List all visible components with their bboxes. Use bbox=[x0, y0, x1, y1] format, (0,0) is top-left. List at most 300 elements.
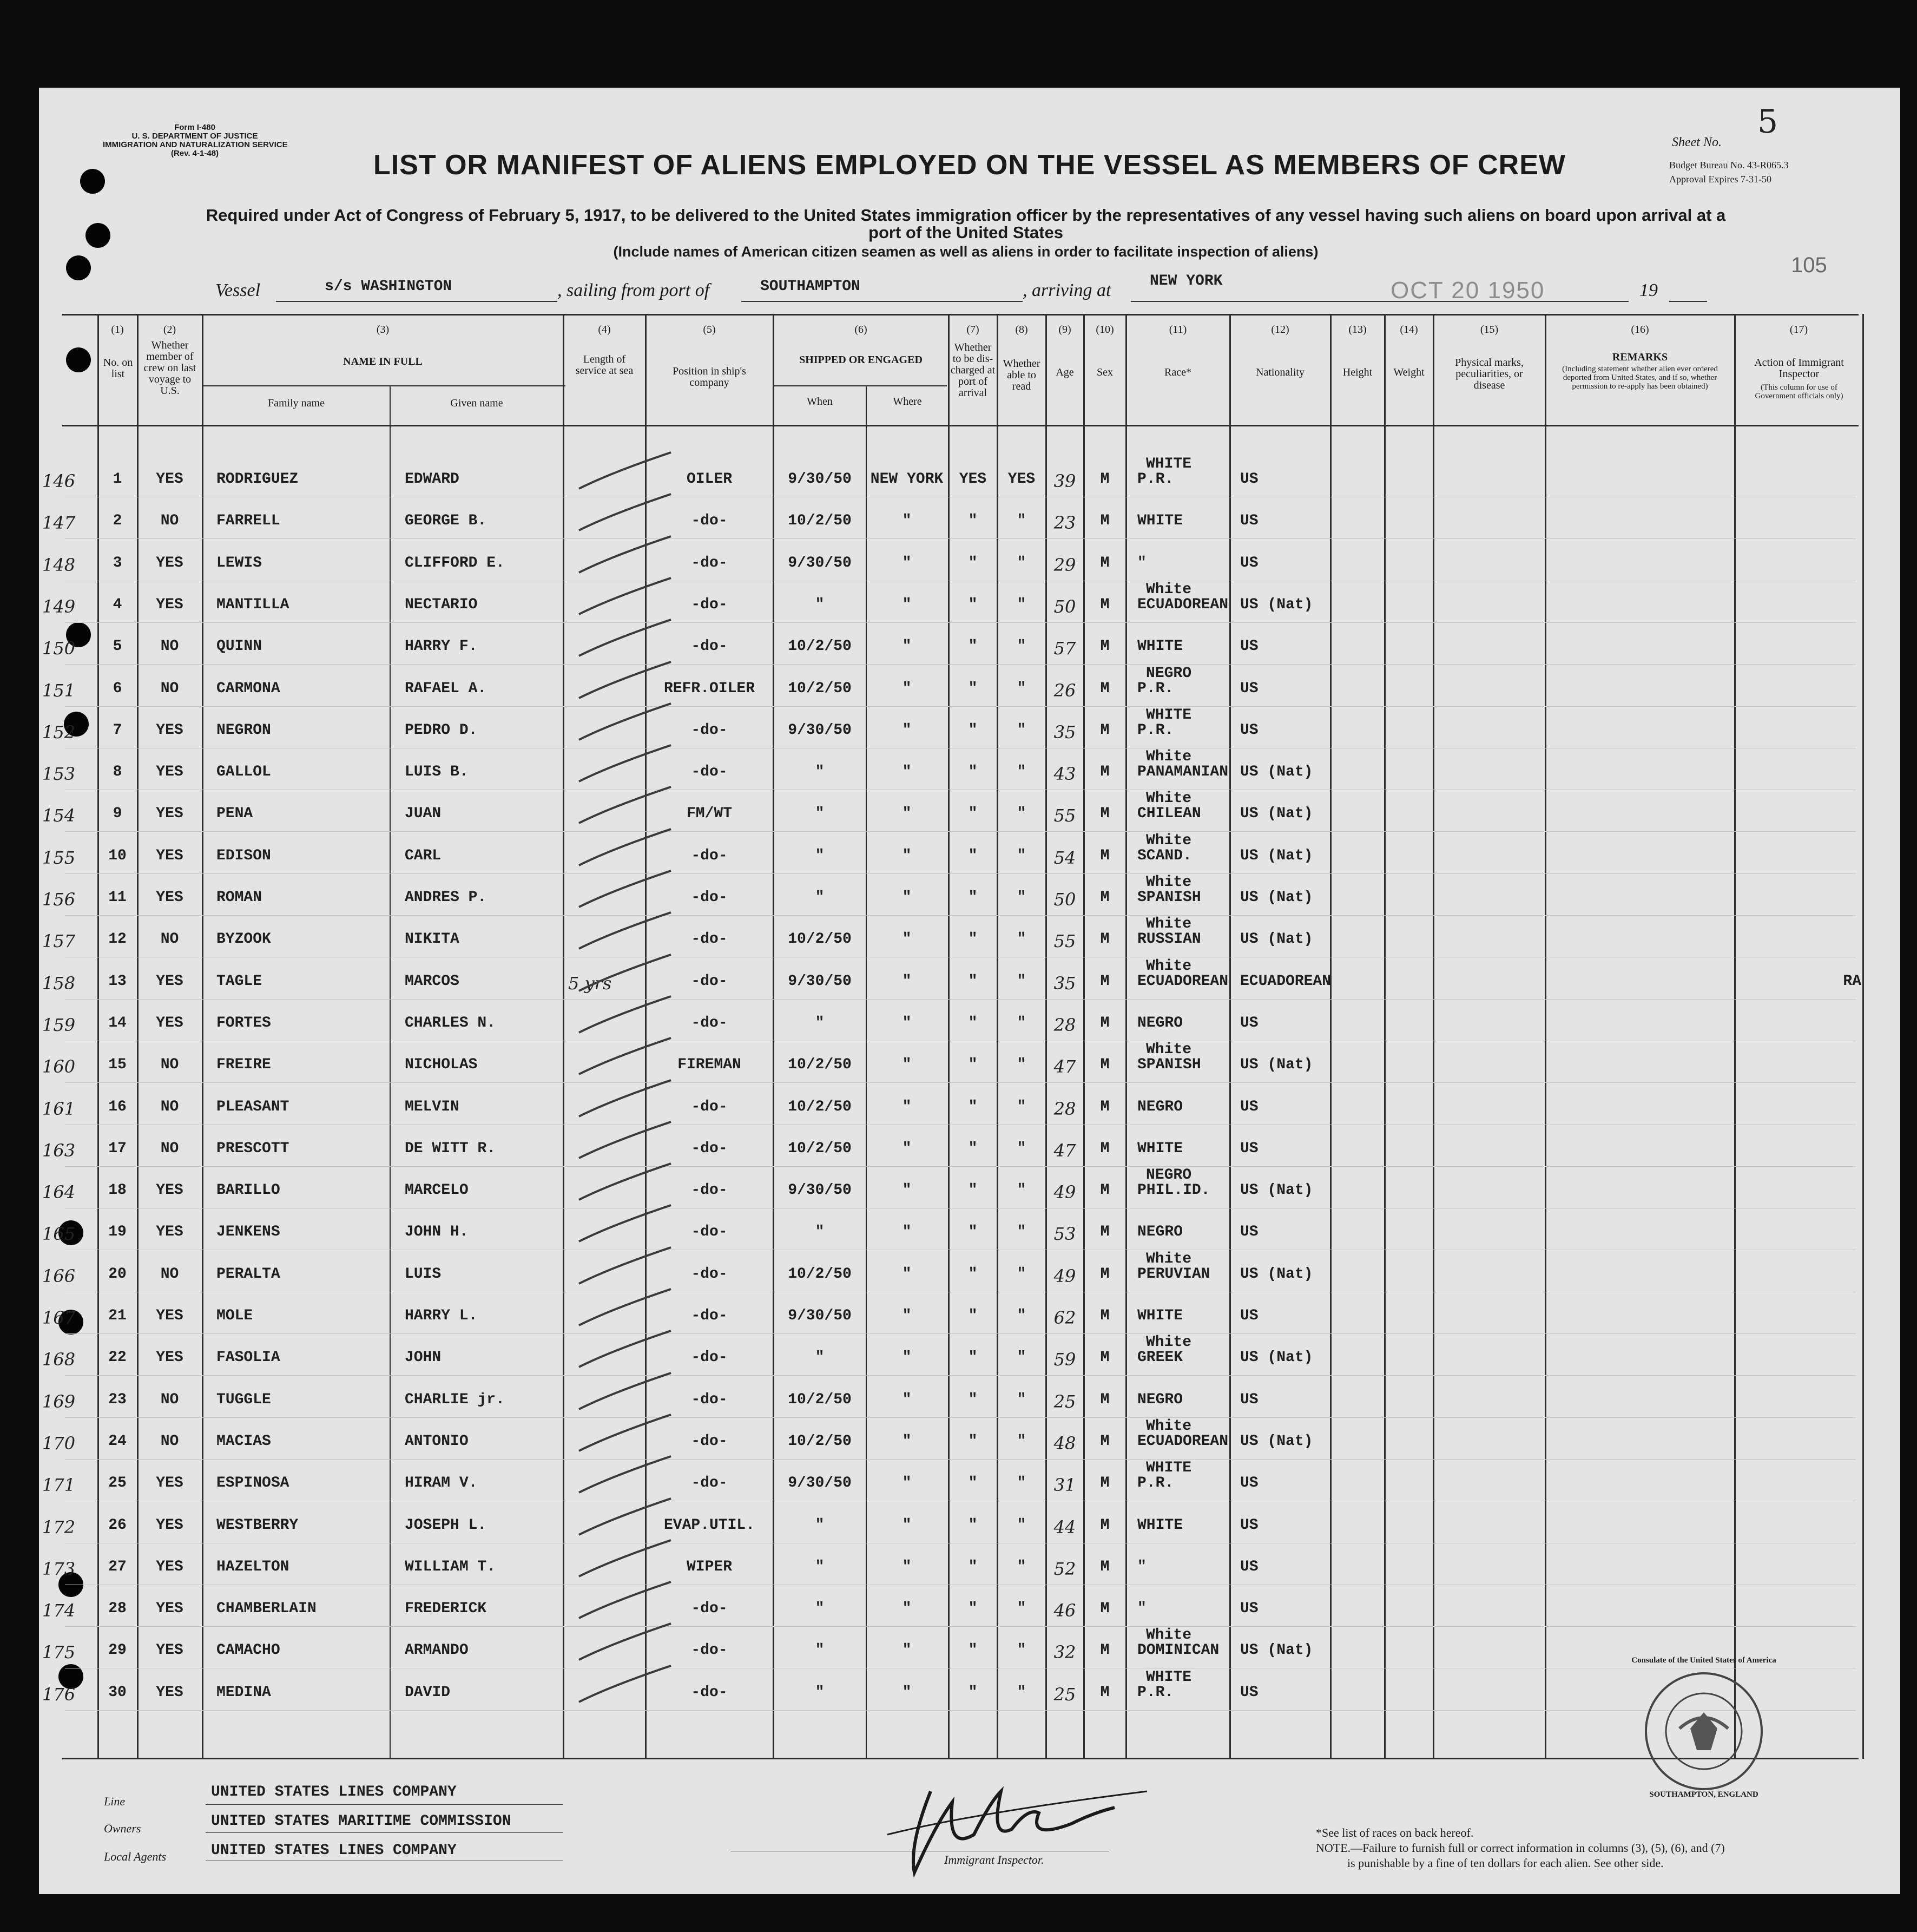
sex: M bbox=[1100, 554, 1110, 571]
given-name: JOHN H. bbox=[405, 1224, 469, 1241]
sex: M bbox=[1100, 1098, 1110, 1115]
given-name: HARRY F. bbox=[405, 638, 478, 655]
family-name: MANTILLA bbox=[216, 596, 289, 613]
penalty-note-cont: is punishable by a fine of ten dollars for each alien. See other side. bbox=[1347, 1856, 1664, 1870]
sex: M bbox=[1100, 1349, 1110, 1366]
family-name: ESPINOSA bbox=[216, 1475, 289, 1492]
race-line1: NEGRO bbox=[1146, 665, 1192, 682]
discharged: " bbox=[968, 1516, 978, 1534]
race-line1: White bbox=[1146, 1041, 1192, 1059]
position: -do- bbox=[691, 1432, 728, 1450]
binder-hole bbox=[85, 223, 110, 248]
shipped-where: " bbox=[902, 847, 912, 864]
position: FIREMAN bbox=[677, 1056, 741, 1074]
sex: M bbox=[1100, 1182, 1110, 1199]
age: 50 bbox=[1053, 889, 1076, 910]
given-name: JUAN bbox=[405, 805, 442, 823]
race-line2: PHIL.ID. bbox=[1137, 1182, 1210, 1199]
discharged: " bbox=[968, 805, 978, 823]
age: 55 bbox=[1053, 805, 1076, 826]
age: 43 bbox=[1053, 764, 1076, 785]
able-to-read: " bbox=[1017, 1432, 1026, 1450]
able-to-read: " bbox=[1017, 1475, 1026, 1492]
race-line2: " bbox=[1137, 1558, 1147, 1575]
position: -do- bbox=[691, 1140, 728, 1157]
family-name: FORTES bbox=[216, 1014, 271, 1031]
col7-header: Whether to be dis-charged at port of arrival bbox=[950, 341, 996, 399]
nationality: US bbox=[1240, 1140, 1259, 1157]
shipped-where: " bbox=[902, 1307, 912, 1324]
col3-number: (3) bbox=[376, 324, 390, 336]
row-number: 29 bbox=[108, 1642, 127, 1659]
arriving-at-label: , arriving at bbox=[1023, 280, 1111, 300]
family-name: BARILLO bbox=[216, 1182, 280, 1199]
crew-last-voyage: YES bbox=[156, 1307, 183, 1324]
shipped-when: " bbox=[815, 805, 825, 823]
shipped-when: " bbox=[815, 847, 825, 864]
race-line1: WHITE bbox=[1146, 706, 1192, 724]
race-line2: " bbox=[1137, 554, 1147, 571]
able-to-read: " bbox=[1017, 1182, 1026, 1199]
nationality: US bbox=[1240, 1558, 1259, 1575]
shipped-where: " bbox=[902, 764, 912, 781]
row-number: 4 bbox=[113, 596, 122, 613]
position: -do- bbox=[691, 1307, 728, 1324]
discharged: " bbox=[968, 1265, 978, 1283]
given-name: ANDRES P. bbox=[405, 889, 487, 906]
crew-last-voyage: YES bbox=[156, 889, 183, 906]
given-name: MELVIN bbox=[405, 1098, 459, 1115]
able-to-read: " bbox=[1017, 638, 1026, 655]
shipped-where: " bbox=[902, 1182, 912, 1199]
nationality: US bbox=[1240, 638, 1259, 655]
col12-number: (12) bbox=[1271, 324, 1289, 336]
race-line2: PANAMANIAN bbox=[1137, 764, 1229, 781]
family-name: HAZELTON bbox=[216, 1558, 289, 1575]
given-name: LUIS bbox=[405, 1265, 442, 1283]
given-name: MARCOS bbox=[405, 972, 459, 990]
shipped-where: " bbox=[902, 972, 912, 990]
col15-header: Physical marks, peculiarities, or disease bbox=[1455, 357, 1524, 391]
sex: M bbox=[1100, 1684, 1110, 1701]
seal-bottom-text: SOUTHAMPTON, ENGLAND bbox=[1649, 1790, 1758, 1799]
age: 35 bbox=[1053, 972, 1076, 994]
row-number: 16 bbox=[108, 1098, 127, 1115]
subtitle-port: port of the United States bbox=[868, 223, 1063, 242]
crew-last-voyage: NO bbox=[160, 1391, 179, 1408]
able-to-read: " bbox=[1017, 1600, 1026, 1618]
family-name: FARRELL bbox=[216, 512, 280, 530]
race-line1: White bbox=[1146, 581, 1192, 598]
nationality: US bbox=[1240, 471, 1259, 488]
col11-header: Race* bbox=[1164, 366, 1191, 378]
race-note: *See list of races on back hereof. bbox=[1316, 1826, 1474, 1839]
inspector-label: Immigrant Inspector. bbox=[944, 1853, 1044, 1867]
family-name: EDISON bbox=[216, 847, 271, 864]
race-line2: CHILEAN bbox=[1137, 805, 1201, 823]
discharged: " bbox=[968, 1349, 978, 1366]
able-to-read: " bbox=[1017, 1307, 1026, 1324]
row-number: 28 bbox=[108, 1600, 127, 1618]
race-line2: WHITE bbox=[1137, 1516, 1183, 1534]
row-number: 6 bbox=[113, 680, 122, 697]
manifest-line-number: 151 bbox=[42, 680, 76, 701]
sex: M bbox=[1100, 1056, 1110, 1074]
nationality: ECUADOREAN bbox=[1240, 972, 1332, 990]
shipped-when: 10/2/50 bbox=[788, 680, 852, 697]
nationality: US (Nat) bbox=[1240, 931, 1313, 948]
position: -do- bbox=[691, 721, 728, 739]
shipped-where: " bbox=[902, 1516, 912, 1534]
discharged: " bbox=[968, 1014, 978, 1031]
shipped-where: " bbox=[902, 1391, 912, 1408]
family-name: NEGRON bbox=[216, 721, 271, 739]
race-line2: SPANISH bbox=[1137, 1056, 1201, 1074]
row-number: 18 bbox=[108, 1182, 127, 1199]
shipped-where: " bbox=[902, 1224, 912, 1241]
col16-number: (16) bbox=[1631, 324, 1649, 336]
col13-header: Height bbox=[1342, 366, 1373, 378]
given-name: CHARLIE jr. bbox=[405, 1391, 505, 1408]
crew-last-voyage: NO bbox=[160, 512, 179, 530]
age: 44 bbox=[1053, 1516, 1076, 1537]
crew-last-voyage: NO bbox=[160, 680, 179, 697]
manifest-line-number: 146 bbox=[42, 471, 76, 491]
row-number: 21 bbox=[108, 1307, 127, 1324]
consulate-seal bbox=[1631, 1656, 1776, 1799]
position: -do- bbox=[691, 638, 728, 655]
nationality: US (Nat) bbox=[1240, 847, 1313, 864]
family-name: QUINN bbox=[216, 638, 262, 655]
manifest-line-number: 165 bbox=[42, 1224, 76, 1245]
sex: M bbox=[1100, 931, 1110, 948]
discharged: " bbox=[968, 1475, 978, 1492]
discharged: " bbox=[968, 680, 978, 697]
race-line1: White bbox=[1146, 832, 1192, 849]
discharged: " bbox=[968, 1307, 978, 1324]
given-name: CHARLES N. bbox=[405, 1014, 496, 1031]
row-number: 12 bbox=[108, 931, 127, 948]
nationality: US (Nat) bbox=[1240, 1349, 1313, 1366]
nationality: US (Nat) bbox=[1240, 1432, 1313, 1450]
manifest-line-number: 163 bbox=[42, 1140, 76, 1161]
sex: M bbox=[1100, 764, 1110, 781]
manifest-line-number: 150 bbox=[42, 638, 76, 659]
binder-hole bbox=[66, 347, 91, 372]
age: 55 bbox=[1053, 931, 1076, 952]
age: 35 bbox=[1053, 721, 1076, 742]
col4-header: Length of service at sea bbox=[575, 353, 634, 377]
family-name: MACIAS bbox=[216, 1432, 271, 1450]
crew-last-voyage: NO bbox=[160, 1140, 179, 1157]
shipped-where: " bbox=[902, 1265, 912, 1283]
nationality: US bbox=[1240, 1224, 1259, 1241]
discharged: " bbox=[968, 721, 978, 739]
position: -do- bbox=[691, 1642, 728, 1659]
col3-header: NAME IN FULL bbox=[343, 356, 423, 367]
sailing-from-label: , sailing from port of bbox=[557, 280, 710, 300]
able-to-read: " bbox=[1017, 1391, 1026, 1408]
row-number: 1 bbox=[113, 471, 122, 488]
budget-bureau-number: Budget Bureau No. 43-R065.3 bbox=[1669, 160, 1789, 170]
nationality: US bbox=[1240, 512, 1259, 530]
shipped-where: " bbox=[902, 1098, 912, 1115]
service: IMMIGRATION AND NATURALIZATION SERVICE bbox=[103, 140, 288, 149]
age: 53 bbox=[1053, 1224, 1076, 1245]
shipped-when: 9/30/50 bbox=[788, 972, 852, 990]
age: 25 bbox=[1053, 1684, 1076, 1705]
page-stamp: 105 bbox=[1791, 253, 1827, 277]
shipped-where: " bbox=[902, 1056, 912, 1074]
position: -do- bbox=[691, 1098, 728, 1115]
seal-top-text: Consulate of the United States of America bbox=[1631, 1656, 1776, 1665]
shipped-where: " bbox=[902, 638, 912, 655]
race-line2: WHITE bbox=[1137, 512, 1183, 530]
race-line2: NEGRO bbox=[1137, 1098, 1183, 1115]
family-name: TUGGLE bbox=[216, 1391, 271, 1408]
discharged: " bbox=[968, 596, 978, 613]
shipped-when: " bbox=[815, 1224, 825, 1241]
row-number: 14 bbox=[108, 1014, 127, 1031]
age: 47 bbox=[1053, 1056, 1076, 1077]
crew-last-voyage: YES bbox=[156, 1684, 183, 1701]
able-to-read: " bbox=[1017, 847, 1026, 864]
able-to-read: " bbox=[1017, 1642, 1026, 1659]
manifest-line-number: 174 bbox=[42, 1600, 76, 1621]
vessel-label: Vessel bbox=[215, 280, 261, 300]
position: -do- bbox=[691, 1475, 728, 1492]
race-line2: SPANISH bbox=[1137, 889, 1201, 906]
nationality: US (Nat) bbox=[1240, 1265, 1313, 1283]
shipped-where: " bbox=[902, 805, 912, 823]
crew-last-voyage: YES bbox=[156, 805, 183, 823]
col6-header: SHIPPED OR ENGAGED bbox=[799, 354, 923, 366]
col10-number: (10) bbox=[1096, 324, 1114, 336]
year-label: 19 bbox=[1639, 280, 1658, 300]
able-to-read: " bbox=[1017, 596, 1026, 613]
row-number: 2 bbox=[113, 512, 122, 530]
col9-header: Age bbox=[1056, 366, 1074, 378]
sex: M bbox=[1100, 847, 1110, 864]
owners: UNITED STATES MARITIME COMMISSION bbox=[211, 1813, 511, 1830]
position: -do- bbox=[691, 1014, 728, 1031]
race-line2: WHITE bbox=[1137, 638, 1183, 655]
discharged: " bbox=[968, 972, 978, 990]
shipped-where: " bbox=[902, 931, 912, 948]
col6b-header: Where bbox=[893, 396, 922, 408]
discharged: " bbox=[968, 1684, 978, 1701]
manifest-line-number: 164 bbox=[42, 1182, 76, 1203]
given-name: ARMANDO bbox=[405, 1642, 469, 1659]
crew-last-voyage: YES bbox=[156, 1600, 183, 1618]
shipped-where: " bbox=[902, 889, 912, 906]
sex: M bbox=[1100, 1558, 1110, 1575]
nationality: US (Nat) bbox=[1240, 596, 1313, 613]
age: 28 bbox=[1053, 1098, 1076, 1119]
race-line1: NEGRO bbox=[1146, 1167, 1192, 1184]
race-line1: WHITE bbox=[1146, 456, 1192, 472]
manifest-line-number: 154 bbox=[42, 805, 76, 826]
age: 31 bbox=[1053, 1475, 1076, 1496]
local-agents-label: Local Agents bbox=[104, 1850, 167, 1863]
row-number: 9 bbox=[113, 805, 122, 823]
position: -do- bbox=[691, 1224, 728, 1241]
shipped-when: " bbox=[815, 1558, 825, 1575]
shipped-when: 9/30/50 bbox=[788, 1182, 852, 1199]
nationality: US bbox=[1240, 1684, 1259, 1701]
nationality: US bbox=[1240, 1516, 1259, 1534]
row-number: 17 bbox=[108, 1140, 127, 1157]
length-of-service: 5 yrs bbox=[568, 972, 612, 994]
shipped-when: 9/30/50 bbox=[788, 1475, 852, 1492]
race-line2: SCAND. bbox=[1137, 847, 1192, 864]
position: OILER bbox=[686, 471, 732, 488]
shipped-when: " bbox=[815, 764, 825, 781]
row-number: 27 bbox=[108, 1558, 127, 1575]
shipped-where: " bbox=[902, 512, 912, 530]
row-number: 19 bbox=[108, 1224, 127, 1241]
shipped-where: NEW YORK bbox=[870, 471, 944, 488]
manifest-line-number: 168 bbox=[42, 1349, 76, 1370]
able-to-read: YES bbox=[1007, 471, 1036, 488]
manifest-line-number: 147 bbox=[42, 512, 76, 534]
row-number: 26 bbox=[108, 1516, 127, 1534]
given-name: ANTONIO bbox=[405, 1432, 469, 1450]
able-to-read: " bbox=[1017, 1516, 1026, 1534]
sex: M bbox=[1100, 680, 1110, 697]
given-name: CARL bbox=[405, 847, 442, 864]
row-number: 3 bbox=[113, 554, 122, 571]
row-number: 25 bbox=[108, 1475, 127, 1492]
revision: (Rev. 4-1-48) bbox=[170, 149, 219, 158]
manifest-line-number: 172 bbox=[42, 1516, 76, 1537]
row-number: 7 bbox=[113, 721, 122, 739]
nationality: US (Nat) bbox=[1240, 805, 1313, 823]
nationality: US (Nat) bbox=[1240, 889, 1313, 906]
race-line2: NEGRO bbox=[1137, 1014, 1183, 1031]
discharged: " bbox=[968, 1600, 978, 1618]
manifest-line-number: 156 bbox=[42, 889, 76, 910]
crew-last-voyage: YES bbox=[156, 1516, 183, 1534]
discharged: " bbox=[968, 554, 978, 571]
crew-last-voyage: YES bbox=[156, 972, 183, 990]
crew-last-voyage: YES bbox=[156, 1475, 183, 1492]
crew-last-voyage: YES bbox=[156, 554, 183, 571]
shipped-where: " bbox=[902, 1642, 912, 1659]
row-number: 13 bbox=[108, 972, 127, 990]
discharged: " bbox=[968, 1140, 978, 1157]
row-number: 23 bbox=[108, 1391, 127, 1408]
subtitle-note: (Include names of American citizen seamen as well as aliens in order to facilitate inspection of aliens) bbox=[613, 244, 1319, 260]
position: FM/WT bbox=[686, 805, 732, 823]
shipped-where: " bbox=[902, 1140, 912, 1157]
sheet-number: 5 bbox=[1757, 103, 1778, 141]
manifest-line-number: 148 bbox=[42, 554, 76, 575]
age: 48 bbox=[1053, 1432, 1076, 1454]
shipped-where: " bbox=[902, 1684, 912, 1701]
crew-last-voyage: NO bbox=[160, 1056, 179, 1074]
given-name: PEDRO D. bbox=[405, 721, 478, 739]
age: 52 bbox=[1053, 1558, 1076, 1579]
given-name: JOSEPH L. bbox=[405, 1516, 487, 1534]
shipped-when: 10/2/50 bbox=[788, 1098, 852, 1115]
binder-hole bbox=[80, 169, 105, 194]
nationality: US bbox=[1240, 1014, 1259, 1031]
shipped-when: " bbox=[815, 1014, 825, 1031]
discharged: " bbox=[968, 847, 978, 864]
crew-last-voyage: YES bbox=[156, 1182, 183, 1199]
able-to-read: " bbox=[1017, 721, 1026, 739]
manifest-line-number: 160 bbox=[42, 1056, 76, 1077]
sex: M bbox=[1100, 721, 1110, 739]
family-name: LEWIS bbox=[216, 554, 262, 571]
age: 23 bbox=[1053, 512, 1076, 534]
race-line1: White bbox=[1146, 957, 1192, 975]
row-number: 11 bbox=[108, 889, 127, 906]
family-name: PENA bbox=[216, 805, 253, 823]
given-name: HARRY L. bbox=[405, 1307, 478, 1324]
col2-header: Whether member of crew on last voyage to U.S. bbox=[143, 339, 196, 397]
position: -do- bbox=[691, 554, 728, 571]
race-line2: RUSSIAN bbox=[1137, 931, 1201, 948]
shipped-when: " bbox=[815, 596, 825, 613]
race-line2: ECUADOREAN bbox=[1137, 596, 1229, 613]
given-name: JOHN bbox=[405, 1349, 442, 1366]
manifest-line-number: 157 bbox=[42, 931, 76, 952]
family-name: MEDINA bbox=[216, 1684, 271, 1701]
given-name: NECTARIO bbox=[405, 596, 478, 613]
shipped-when: 10/2/50 bbox=[788, 1391, 852, 1408]
shipped-when: 9/30/50 bbox=[788, 1307, 852, 1324]
shipped-where: " bbox=[902, 1558, 912, 1575]
discharged: " bbox=[968, 1558, 978, 1575]
shipped-when: 10/2/50 bbox=[788, 1056, 852, 1074]
col6a-header: When bbox=[807, 396, 833, 408]
family-name: BYZOOK bbox=[216, 931, 271, 948]
page-title: LIST OR MANIFEST OF ALIENS EMPLOYED ON THE VESSEL AS MEMBERS OF CREW bbox=[373, 149, 1566, 181]
family-name: RODRIGUEZ bbox=[216, 471, 299, 488]
able-to-read: " bbox=[1017, 1098, 1026, 1115]
seal-icon bbox=[1647, 1674, 1761, 1788]
penalty-note: NOTE.—Failure to furnish full or correct information in columns (3), (5), (6), and (7) bbox=[1316, 1841, 1725, 1855]
given-name: HIRAM V. bbox=[405, 1475, 478, 1492]
given-name: CLIFFORD E. bbox=[405, 554, 505, 571]
able-to-read: " bbox=[1017, 972, 1026, 990]
crew-last-voyage: YES bbox=[156, 847, 183, 864]
age: 29 bbox=[1053, 554, 1076, 575]
nationality: US bbox=[1240, 680, 1259, 697]
race-line1: White bbox=[1146, 1250, 1192, 1267]
shipped-where: " bbox=[902, 596, 912, 613]
sex: M bbox=[1100, 1600, 1110, 1618]
able-to-read: " bbox=[1017, 889, 1026, 906]
nationality: US bbox=[1240, 1391, 1259, 1408]
position: -do- bbox=[691, 1349, 728, 1366]
col10-header: Sex bbox=[1097, 366, 1113, 378]
col5-number: (5) bbox=[703, 324, 716, 336]
shipped-when: 10/2/50 bbox=[788, 1432, 852, 1450]
col9-number: (9) bbox=[1058, 324, 1071, 336]
binder-hole bbox=[66, 255, 91, 280]
department: U. S. DEPARTMENT OF JUSTICE bbox=[131, 132, 258, 141]
age: 54 bbox=[1053, 847, 1076, 868]
col1-number: (1) bbox=[111, 324, 124, 336]
age: 26 bbox=[1053, 680, 1076, 701]
line-label: Line bbox=[104, 1795, 126, 1808]
discharged: " bbox=[968, 512, 978, 530]
crew-last-voyage: YES bbox=[156, 764, 183, 781]
position: WIPER bbox=[686, 1558, 732, 1575]
